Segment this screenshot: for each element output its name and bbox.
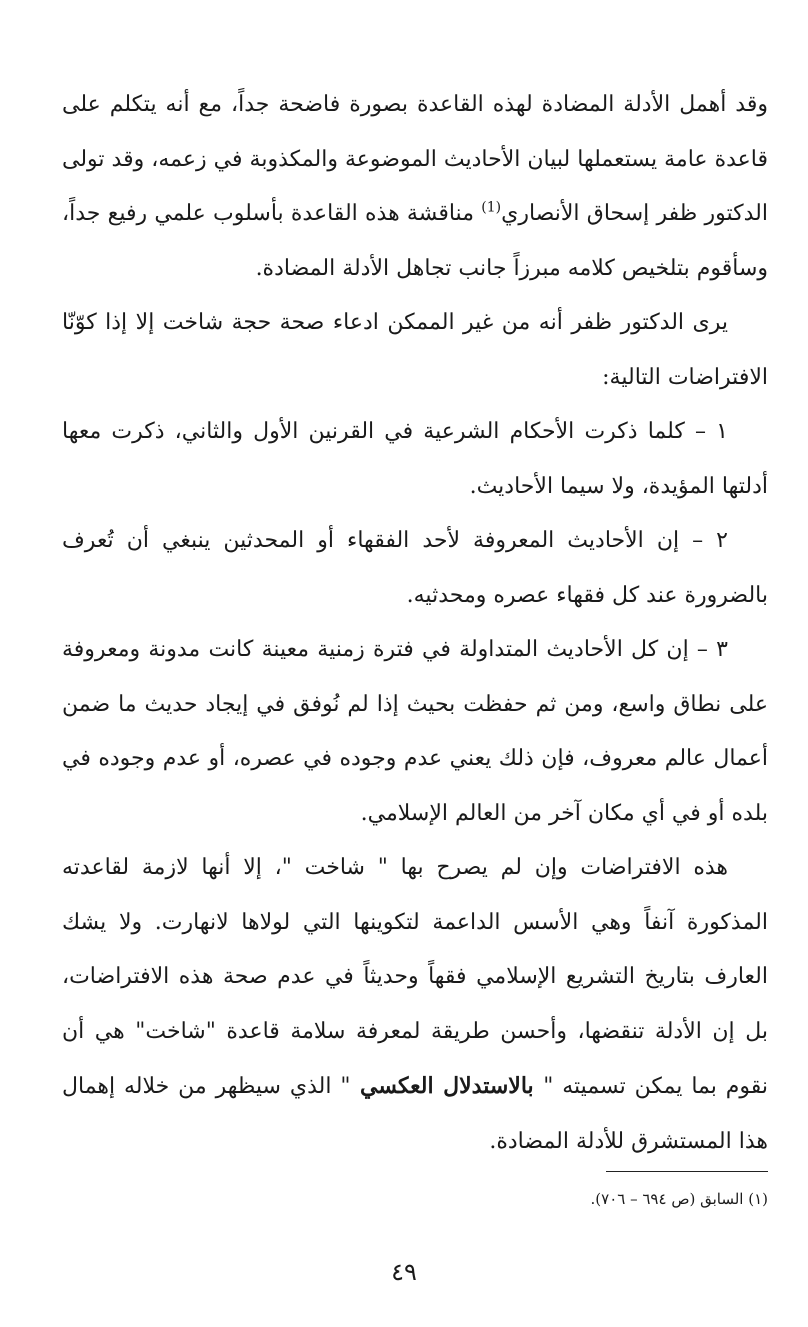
paragraph-3-bold-term: بالاستدلال العكسي [350,1073,544,1099]
paragraph-1 [62,78,768,296]
paragraph-1-rest: مناقشة هذه القاعدة بأسلوب علمي رفيع جداً، وسأقوم بتلخيص كلامه مبرزاً جانب تجاهل الأدلة المضادة. [62,201,768,281]
paragraph-1-text: وقد أهمل الأدلة المضادة لهذه القاعدة بصورة فاضحة جداً، مع أنه يتكلم على قاعدة عامة يستعملها لبيان الأحاديث الموضوعة والمكذوبة في زعمه، وقد تولى الدكتور ظفر إسحاق الأنصاري [62,92,768,226]
list-item-3: ٣ – إن كل الأحاديث المتداولة في فترة زمنية معينة كانت مدونة ومعروفة على نطاق واسع، ومن ثم حفظت بحيث إذا لم نُوفق في إيجاد حديث ما ضمن أعمال عالم معروف، فإن ذلك يعني عدم وجوده في عصره، أو عدم وجوده في بلده أو في أي مكان آخر من العالم الإسلامي. [62,637,768,826]
page-number: ٤٩ [391,1258,417,1286]
main-text [62,78,768,1169]
paragraph-2: يرى الدكتور ظفر أنه من غير الممكن ادعاء صحة حجة شاخت إلا إذا كوّنّا الافتراضات التالية: [62,310,768,390]
paragraph-3-end: " الذي سيظهر من خلاله إهمال هذا المستشرق للأدلة المضادة. [62,1074,768,1154]
list-item-1: ١ – كلما ذكرت الأحكام الشرعية في القرنين الأول والثاني، ذكرت معها أدلتها المؤيدة، ولا سيما الأحاديث. [62,419,768,499]
footnote-reference: (1) [481,199,502,216]
footnote: (١) السابق (ص ٦٩٤ – ٧٠٦). [590,1190,768,1208]
paragraph-3-start: هذه الافتراضات وإن لم يصرح بها " شاخت "، إلا أنها لازمة لقاعدته المذكورة آنفاً وهي الأسس الداعمة لتكوينها التي لولاها لانهارت. ولا يشك العارف بتاريخ التشريع الإسلامي فقهاً وحديثاً في عدم صحة هذه الافتراضات، بل إن الأدلة تنقضها، وأحسن طريقة لمعرفة سلامة قاعدة "شاخت" هي أن نقوم بما يمكن تسميته " [62,855,769,1099]
list-item-2: ٢ – إن الأحاديث المعروفة لأحد الفقهاء أو المحدثين ينبغي أن تُعرف بالضرورة عند كل فقهاء عصره ومحدثيه. [62,528,768,608]
paragraph-3 [62,841,768,1169]
footnote-separator [606,1171,768,1172]
